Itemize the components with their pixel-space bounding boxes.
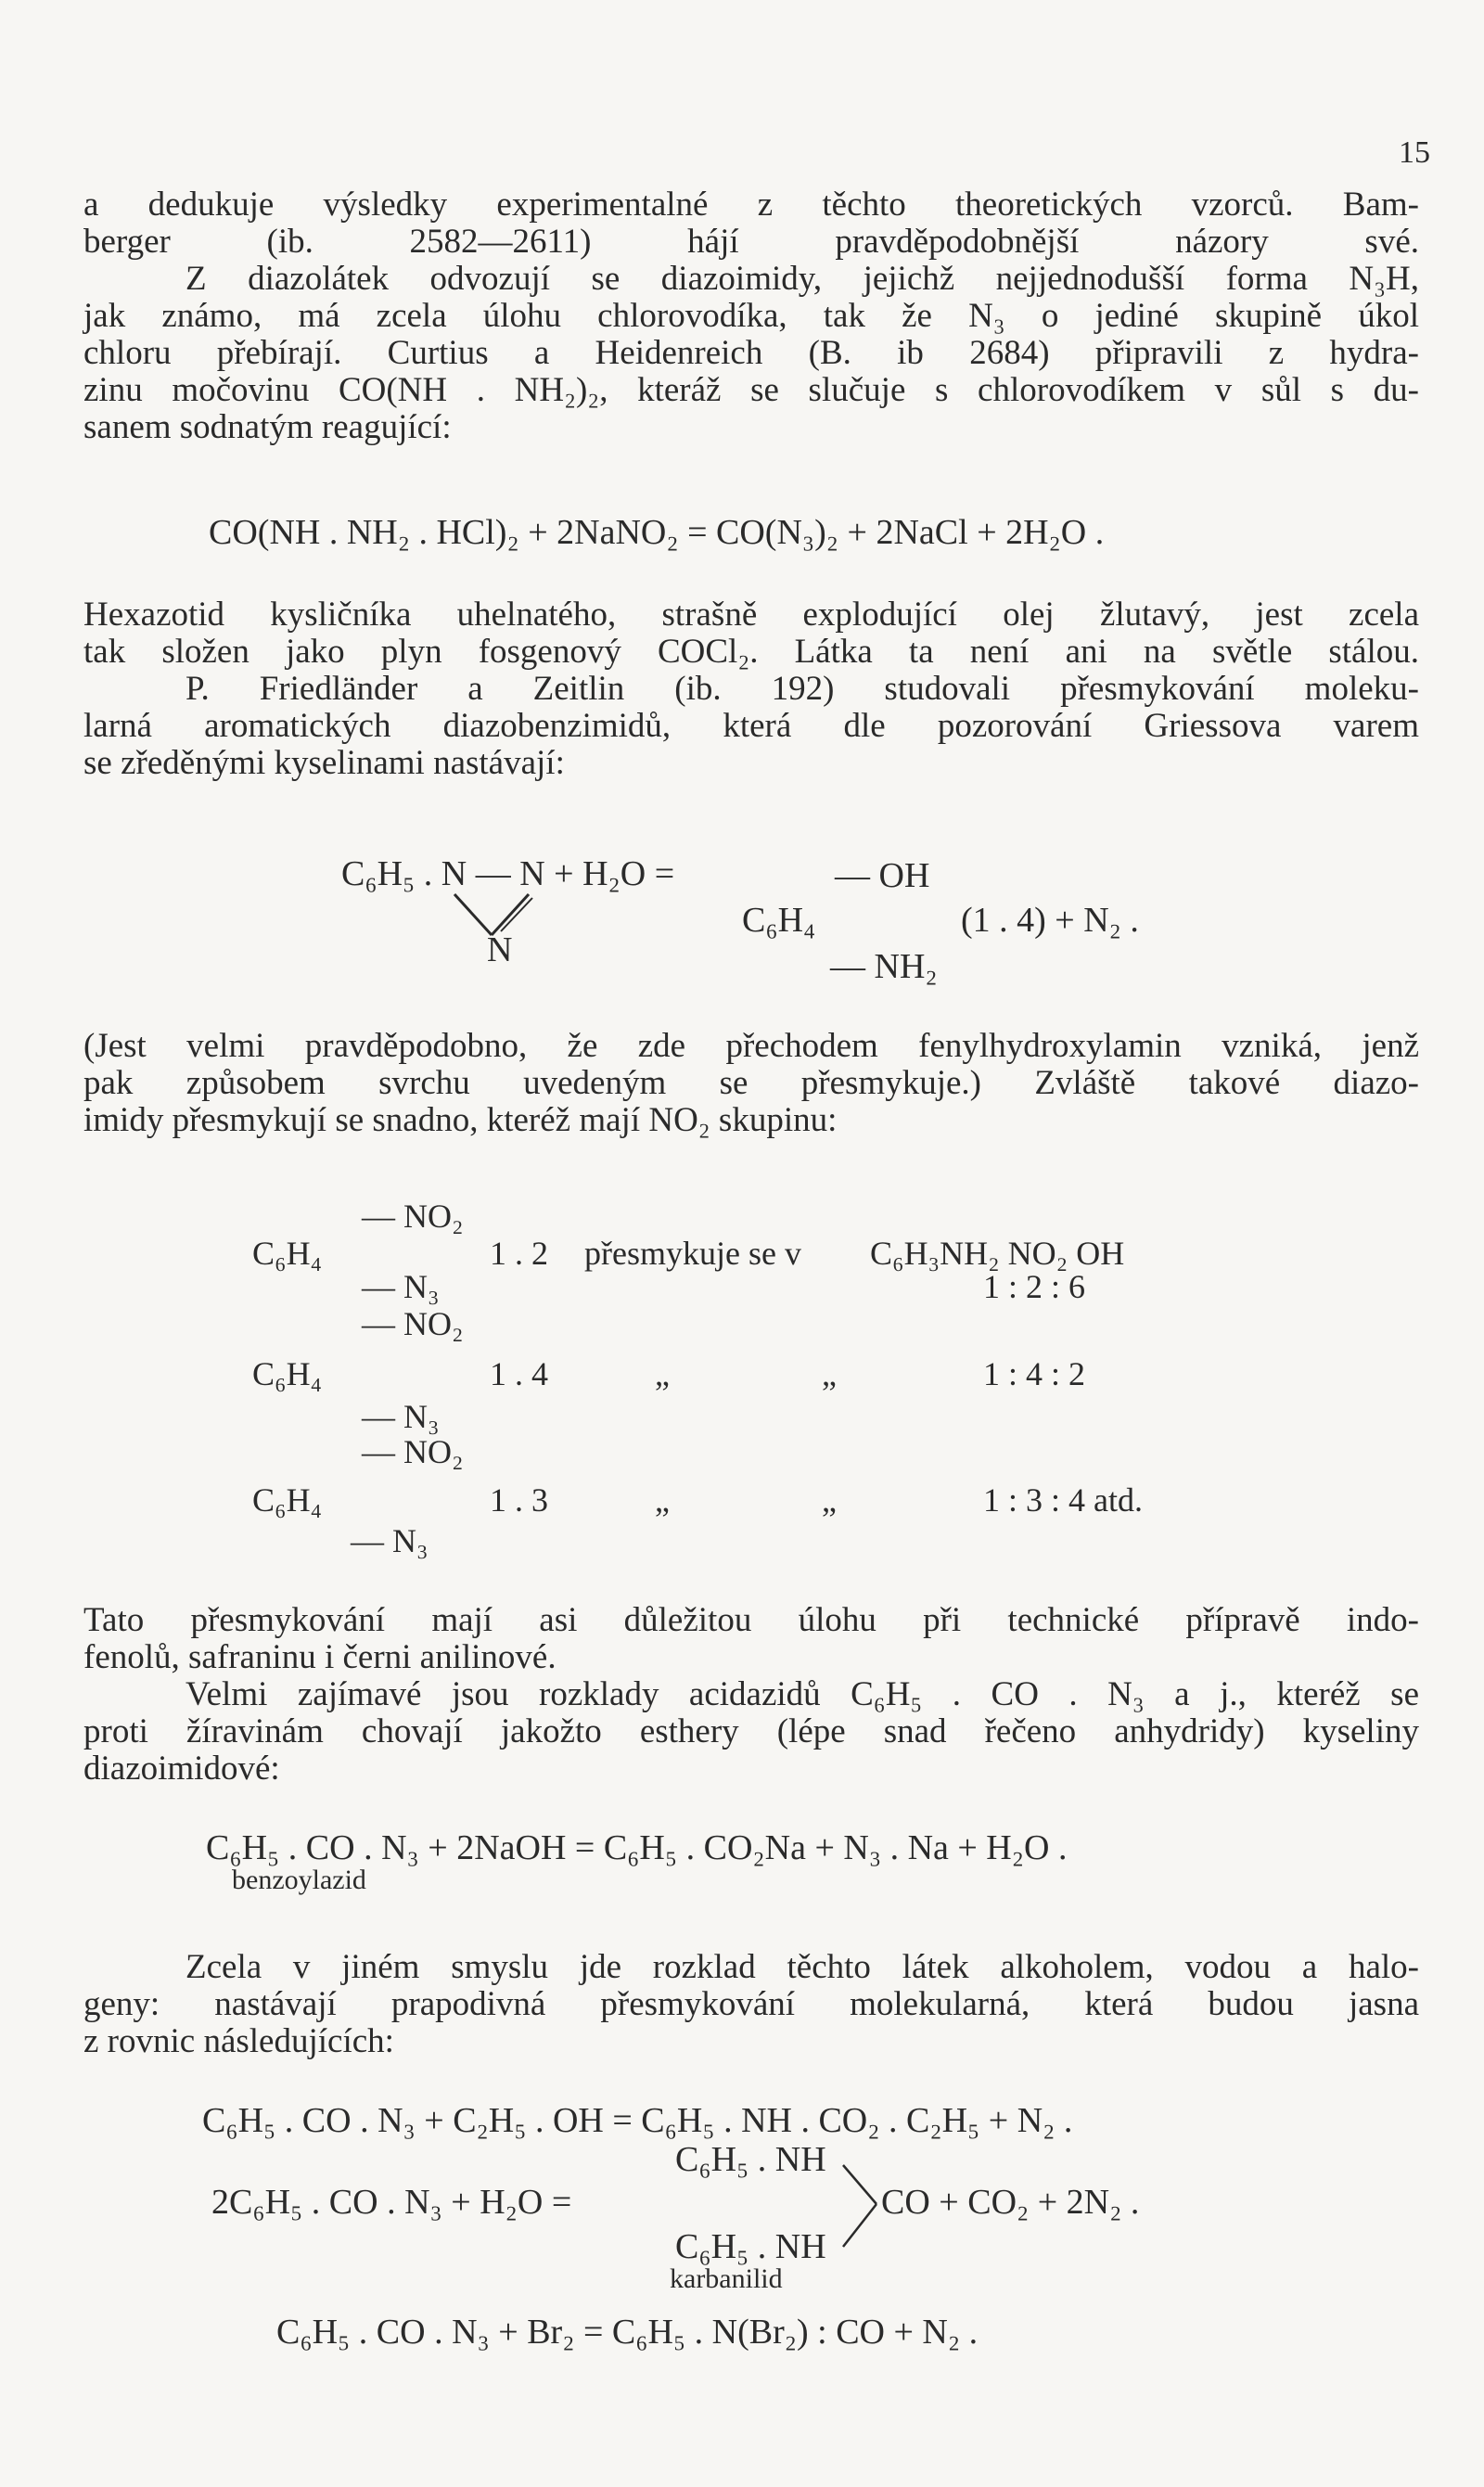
- table-cell: — NO₂: [362, 1305, 464, 1342]
- text-line: Tato přesmykování mají asi důležitou úlohu při technické přípravě indo-: [83, 1601, 1419, 1639]
- text-line: diazoimidové:: [83, 1750, 280, 1788]
- table-cell: 1 : 2 : 6: [983, 1268, 1086, 1305]
- text-line: berger (ib. 2582—2611) hájí pravděpodobnější názory své.: [83, 223, 1419, 261]
- table-cell: C₆H₄: [252, 1355, 323, 1392]
- text-line: proti žíravinám chovají jakožto esthery (lépe snad řečeno anhydridy) kyseliny: [83, 1712, 1419, 1750]
- equation-4: C₆H₅ . CO . N₃ + C₂H₅ . OH = C₆H₅ . NH . CO₂ . C₂H₅ + N₂ .: [202, 2101, 1073, 2140]
- text-line: Hexazotid kysličníka uhelnatého, strašně explodující olej žlutavý, jest zcela: [83, 596, 1419, 634]
- table-cell: „: [655, 1355, 670, 1392]
- eq2-ring: C₆H₄: [742, 901, 816, 940]
- text-line: fenolů, safraninu i černi anilinové.: [83, 1638, 556, 1676]
- text-line: Velmi zajímavé jsou rozklady acidazidů C₆H₅ . CO . N₃ a j., kteréž se: [186, 1675, 1419, 1713]
- eq5-top: C₆H₅ . NH: [675, 2140, 826, 2179]
- text-line: P. Friedländer a Zeitlin (ib. 192) studovali přesmykování moleku-: [186, 670, 1419, 708]
- text-line: larná aromatických diazobenzimidů, která dle pozorování Griessova varem: [83, 707, 1419, 745]
- text-line: chloru přebírají. Curtius a Heidenreich (B. ib 2684) připravili z hydra-: [83, 334, 1419, 372]
- text-line: zinu močovinu CO(NH . NH₂)₂, kteráž se slučuje s chlorovodíkem v sůl s du-: [83, 371, 1419, 409]
- equation-6: C₆H₅ . CO . N₃ + Br₂ = C₆H₅ . N(Br₂) : CO + N₂ .: [276, 2313, 979, 2352]
- table-cell: „: [822, 1481, 837, 1519]
- paragraph-3: [83, 1028, 1419, 1139]
- table-cell: — NO₂: [362, 1198, 464, 1235]
- table-cell: — NO₂: [362, 1433, 464, 1470]
- table-cell: — N₃: [362, 1268, 440, 1305]
- text-line: geny: nastávají prapodivná přesmykování molekularná, která budou jasna: [83, 1985, 1419, 2023]
- text-line: se zředěnými kyselinami nastávají:: [83, 744, 565, 782]
- table-cell: — N₃: [362, 1398, 440, 1435]
- table-cell: 1 : 4 : 2: [983, 1355, 1086, 1392]
- table-cell: C₆H₄: [252, 1481, 323, 1519]
- table-cell: 1 . 4: [490, 1355, 548, 1392]
- table-cell: — N₃: [351, 1522, 429, 1559]
- eq5-left: 2C₆H₅ . CO . N₃ + H₂O =: [211, 2183, 572, 2222]
- text-line: (Jest velmi pravděpodobno, že zde přechodem fenylhydroxylamin vzniká, jenž: [83, 1027, 1419, 1065]
- table-cell: C₆H₄: [252, 1235, 323, 1272]
- table-cell: C₆H₃NH₂ NO₂ OH: [870, 1235, 1125, 1272]
- text-line: imidy přesmykují se snadno, kteréž mají NO₂ skupinu:: [83, 1101, 838, 1139]
- table-cell: 1 . 3: [490, 1481, 548, 1519]
- eq2-oh: — OH: [835, 856, 930, 895]
- text-line: Zcela v jiném smyslu jde rozklad těchto látek alkoholem, vodou a halo-: [186, 1948, 1419, 1986]
- table-cell: přesmykuje se v: [584, 1235, 801, 1272]
- paragraph-5: [83, 1949, 1419, 2060]
- table-cell: „: [655, 1481, 670, 1519]
- eq5-right: CO + CO₂ + 2N₂ .: [881, 2183, 1140, 2222]
- equation-3-label: benzoylazid: [232, 1865, 366, 1895]
- table-cell: 1 . 2: [490, 1235, 548, 1272]
- eq2-tail: (1 . 4) + N₂ .: [961, 901, 1139, 940]
- eq2-bottom-n: N: [487, 930, 513, 969]
- equation-3: C₆H₅ . CO . N₃ + 2NaOH = C₆H₅ . CO₂Na + N₃ . Na + H₂O .: [206, 1828, 1068, 1867]
- eq2-left: C₆H₅ . N — N + H₂O =: [341, 854, 675, 893]
- text-line: pak způsobem svrchu uvedeným se přesmykuje.) Zvláště takové diazo-: [83, 1064, 1419, 1102]
- page-number: 15: [1399, 135, 1430, 170]
- eq2-nh2: — NH₂: [830, 947, 938, 986]
- eq5-label: karbanilid: [670, 2263, 783, 2294]
- text-line: a dedukuje výsledky experimentalné z těchto theoretických vzorců. Bam-: [83, 186, 1419, 224]
- text-line: tak složen jako plyn fosgenový COCl₂. Látka ta není ani na světle stálou.: [83, 633, 1419, 671]
- equation-1: CO(NH . NH₂ . HCl)₂ + 2NaNO₂ = CO(N₃)₂ + 2NaCl + 2H₂O .: [209, 513, 1105, 552]
- text-line: Z diazolátek odvozují se diazoimidy, jejichž nejjednodušší forma N₃H,: [186, 260, 1419, 298]
- eq5-bottom: C₆H₅ . NH: [675, 2227, 826, 2266]
- paragraph-1: [83, 186, 1419, 446]
- paragraph-2: [83, 596, 1419, 782]
- eq5-bracket: [839, 2161, 886, 2254]
- text-line: z rovnic následujících:: [83, 2022, 394, 2060]
- text-line: jak známo, má zcela úlohu chlorovodíka, tak že N₃ o jediné skupině úkol: [83, 297, 1419, 335]
- text-line: sanem sodnatým reagující:: [83, 408, 452, 446]
- table-cell: „: [822, 1355, 837, 1392]
- paragraph-4: [83, 1602, 1419, 1788]
- rearrangement-table: [0, 1197, 1484, 1568]
- table-cell: 1 : 3 : 4 atd.: [983, 1481, 1143, 1519]
